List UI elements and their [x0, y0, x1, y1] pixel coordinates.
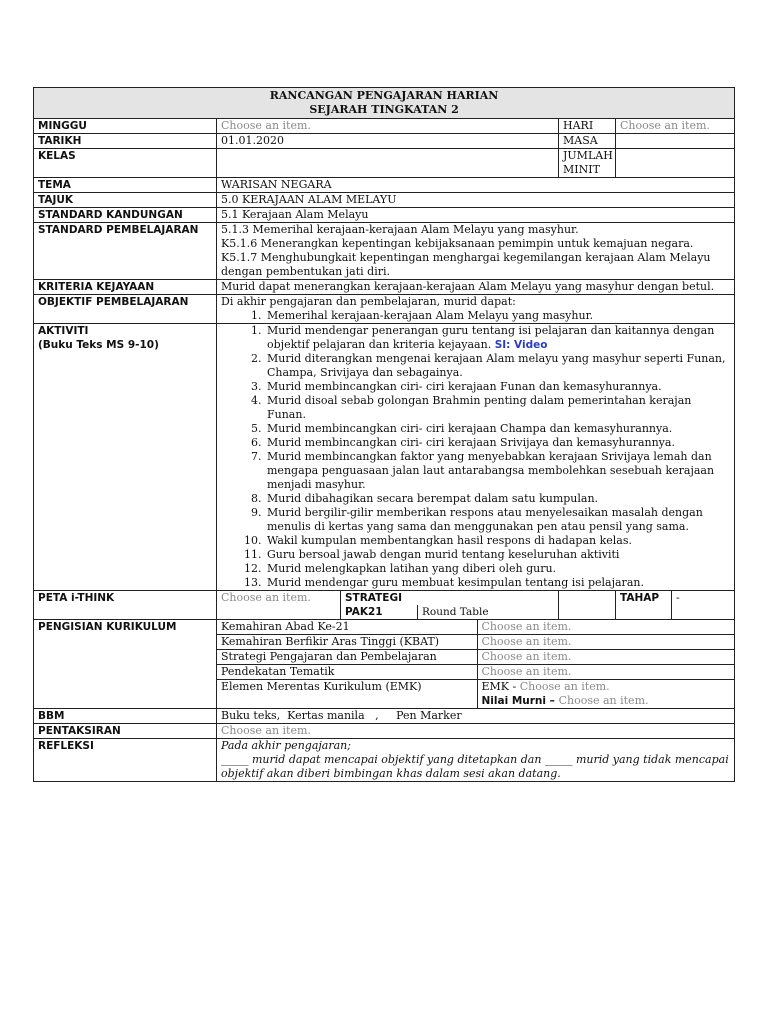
refleksi-line-2: _____ murid dapat mencapai objektif yang ditetapkan dan _____ murid yang tidak mencapai objektif akan diberi bimbingan khas dalam sesi akan datang. [221, 753, 729, 780]
nilai-murni-label: Nilai Murni – [481, 695, 559, 707]
row-objektif [34, 295, 735, 324]
label-tajuk: TAJUK [34, 193, 217, 208]
lesson-plan-sheet [33, 87, 734, 782]
aktiviti-item: 11. Guru bersoal jawab dengan murid tentang keseluruhan aktiviti [265, 548, 730, 562]
pengisian-row [217, 680, 734, 709]
aktiviti-item: 2. Murid diterangkan mengenai kerajaan Alam melayu yang masyhur seperti Funan, Champa, Srivijaya dan sebagainya. [265, 352, 730, 380]
aktiviti-item: 5. Murid membincangkan ciri- ciri kerajaan Champa dan kemasyhurannya. [265, 422, 730, 436]
aktiviti-title: AKTIVITI [38, 325, 89, 337]
pengisian-row [217, 635, 734, 650]
aktiviti-item: 4. Murid disoal sebab golongan Brahmin penting dalam pemerintahan kerajan Funan. [265, 394, 730, 422]
aktiviti-list [221, 324, 730, 590]
label-kelas: KELAS [34, 149, 217, 178]
label-kriteria: KRITERIA KEJAYAAN [34, 280, 217, 295]
title-line-2: SEJARAH TINGKATAN 2 [309, 103, 459, 116]
aktiviti-item: 9. Murid bergilir-gilir memberikan respons atau menyelesaikan masalah dengan menulis di kertas yang sama dan menggunakan pen atau pensil yang sama. [265, 506, 730, 534]
bbm-value[interactable]: Buku teks, Kertas manila , Pen Marker [217, 709, 735, 724]
aktiviti-value[interactable] [217, 324, 735, 591]
pengisian-dropdown[interactable]: Choose an item. [477, 650, 734, 665]
tajuk-value[interactable]: 5.0 KERAJAAN ALAM MELAYU [217, 193, 735, 208]
label-objektif: OBJEKTIF PEMBELAJARAN [34, 295, 217, 324]
pengisian-table [217, 620, 734, 708]
aktiviti-item: 7. Murid membincangkan faktor yang menyebabkan kerajaan Srivijaya lemah dan mengapa penguasaan jalan laut antarabangsa membolehkan sesebuah kerajaan menjadi masyhur. [265, 450, 730, 492]
document-title [34, 88, 735, 119]
standard-kandungan-value[interactable]: 5.1 Kerajaan Alam Melayu [217, 208, 735, 223]
row-tarikh [34, 134, 735, 149]
row-tema [34, 178, 735, 193]
pengisian-item: Elemen Merentas Kurikulum (EMK) [217, 680, 477, 709]
tema-value[interactable]: WARISAN NEGARA [217, 178, 735, 193]
aktiviti-item: 10. Wakil kumpulan membentangkan hasil respons di hadapan kelas. [265, 534, 730, 548]
pengisian-item: Kemahiran Berfikir Aras Tinggi (KBAT) [217, 635, 477, 650]
row-kriteria [34, 280, 735, 295]
label-strategi-row [341, 591, 559, 620]
label-aktiviti [34, 324, 217, 591]
label-minggu: MINGGU [34, 119, 217, 134]
pengisian-dropdown[interactable]: Choose an item. [477, 620, 734, 635]
label-refleksi: REFLEKSI [34, 739, 217, 782]
aktiviti-item: 3. Murid membincangkan ciri- ciri kerajaan Funan dan kemasyhurannya. [265, 380, 730, 394]
label-bbm: BBM [34, 709, 217, 724]
row-aktiviti [34, 324, 735, 591]
pengisian-row [217, 665, 734, 680]
row-standard-kandungan [34, 208, 735, 223]
emk-dropdown[interactable]: Choose an item. [519, 680, 610, 693]
standard-pembelajaran-line: 5.1.3 Memerihal kerajaan-kerajaan Alam Melayu yang masyhur. [221, 223, 579, 236]
standard-pembelajaran-value[interactable] [217, 223, 735, 280]
label-tema: TEMA [34, 178, 217, 193]
strategi-spacer [559, 591, 616, 620]
aktiviti-item: 8. Murid dibahagikan secara berempat dalam satu kumpulan. [265, 492, 730, 506]
refleksi-value[interactable] [217, 739, 735, 782]
label-pentaksiran: PENTAKSIRAN [34, 724, 217, 739]
aktiviti-item: 1. Murid mendengar penerangan guru tentang isi pelajaran dan kaitannya dengan objektif pelajaran dan kriteria kejayaan. SI: Video [265, 324, 730, 352]
row-kelas [34, 149, 735, 178]
tarikh-value[interactable]: 01.01.2020 [217, 134, 559, 149]
row-pentaksiran [34, 724, 735, 739]
masa-value[interactable] [616, 134, 735, 149]
objektif-intro: Di akhir pengajaran dan pembelajaran, murid dapat: [221, 295, 516, 308]
label-tahap: TAHAP [616, 591, 672, 620]
kelas-value[interactable] [217, 149, 559, 178]
kriteria-value[interactable]: Murid dapat menerangkan kerajaan-kerajaan Alam Melayu yang masyhur dengan betul. [217, 280, 735, 295]
emk-cell [477, 680, 734, 709]
pengisian-cell [217, 620, 735, 709]
label-standard-pembelajaran: STANDARD PEMBELAJARAN [34, 223, 217, 280]
label-masa: MASA [559, 134, 616, 149]
strategi-value[interactable]: Round Table [417, 605, 489, 619]
standard-pembelajaran-line: K5.1.6 Menerangkan kepentingan kebijaksanaan pemimpin untuk kemajuan negara. [221, 237, 694, 250]
aktiviti-item: 13. Murid mendengar guru membuat kesimpulan tentang isi pelajaran. [265, 576, 730, 590]
label-hari: HARI [559, 119, 616, 134]
si-video-tag: SI: Video [494, 339, 548, 351]
label-peta: PETA i-THINK [34, 591, 217, 620]
row-bbm [34, 709, 735, 724]
lesson-plan-table [33, 87, 735, 782]
row-minggu [34, 119, 735, 134]
aktiviti-item: 12. Murid melengkapkan latihan yang diberi oleh guru. [265, 562, 730, 576]
jumlah-minit-value[interactable] [616, 149, 735, 178]
label-jumlah-minit: JUMLAH MINIT [559, 149, 616, 178]
pentaksiran-dropdown[interactable]: Choose an item. [217, 724, 735, 739]
row-pengisian [34, 620, 735, 709]
pengisian-item: Pendekatan Tematik [217, 665, 477, 680]
row-refleksi [34, 739, 735, 782]
tahap-value[interactable]: - [672, 591, 735, 620]
pengisian-dropdown[interactable]: Choose an item. [477, 635, 734, 650]
title-line-1: RANCANGAN PENGAJARAN HARIAN [269, 89, 499, 102]
pengisian-row [217, 650, 734, 665]
pengisian-dropdown[interactable]: Choose an item. [477, 665, 734, 680]
aktiviti-subtitle: (Buku Teks MS 9-10) [38, 339, 159, 351]
pengisian-item: Strategi Pengajaran dan Pembelajaran [217, 650, 477, 665]
row-tajuk [34, 193, 735, 208]
title-row [34, 88, 735, 119]
pengisian-row [217, 620, 734, 635]
refleksi-line-1: Pada akhir pengajaran; [221, 739, 351, 752]
nilai-murni-dropdown[interactable]: Choose an item. [558, 694, 649, 707]
peta-dropdown[interactable]: Choose an item. [217, 591, 341, 620]
label-standard-kandungan: STANDARD KANDUNGAN [34, 208, 217, 223]
aktiviti-item: 6. Murid membincangkan ciri- ciri kerajaan Srivijaya dan kemasyhurannya. [265, 436, 730, 450]
hari-dropdown[interactable]: Choose an item. [616, 119, 735, 134]
label-pengisian: PENGISIAN KURIKULUM [34, 620, 217, 709]
minggu-dropdown[interactable]: Choose an item. [217, 119, 559, 134]
pengisian-item: Kemahiran Abad Ke-21 [217, 620, 477, 635]
label-strategi: STRATEGI PAK21 [345, 592, 402, 618]
objektif-value[interactable] [217, 295, 735, 324]
emk-label: EMK - [481, 680, 520, 693]
row-peta [34, 591, 735, 620]
objektif-item: 1. Memerihal kerajaan-kerajaan Alam Melayu yang masyhur. [265, 309, 730, 323]
standard-pembelajaran-line: K5.1.7 Menghubungkait kepentingan menghargai kegemilangan kerajaan Alam Melayu dengan pembentukan jati diri. [221, 251, 711, 278]
row-standard-pembelajaran [34, 223, 735, 280]
label-tarikh: TARIKH [34, 134, 217, 149]
